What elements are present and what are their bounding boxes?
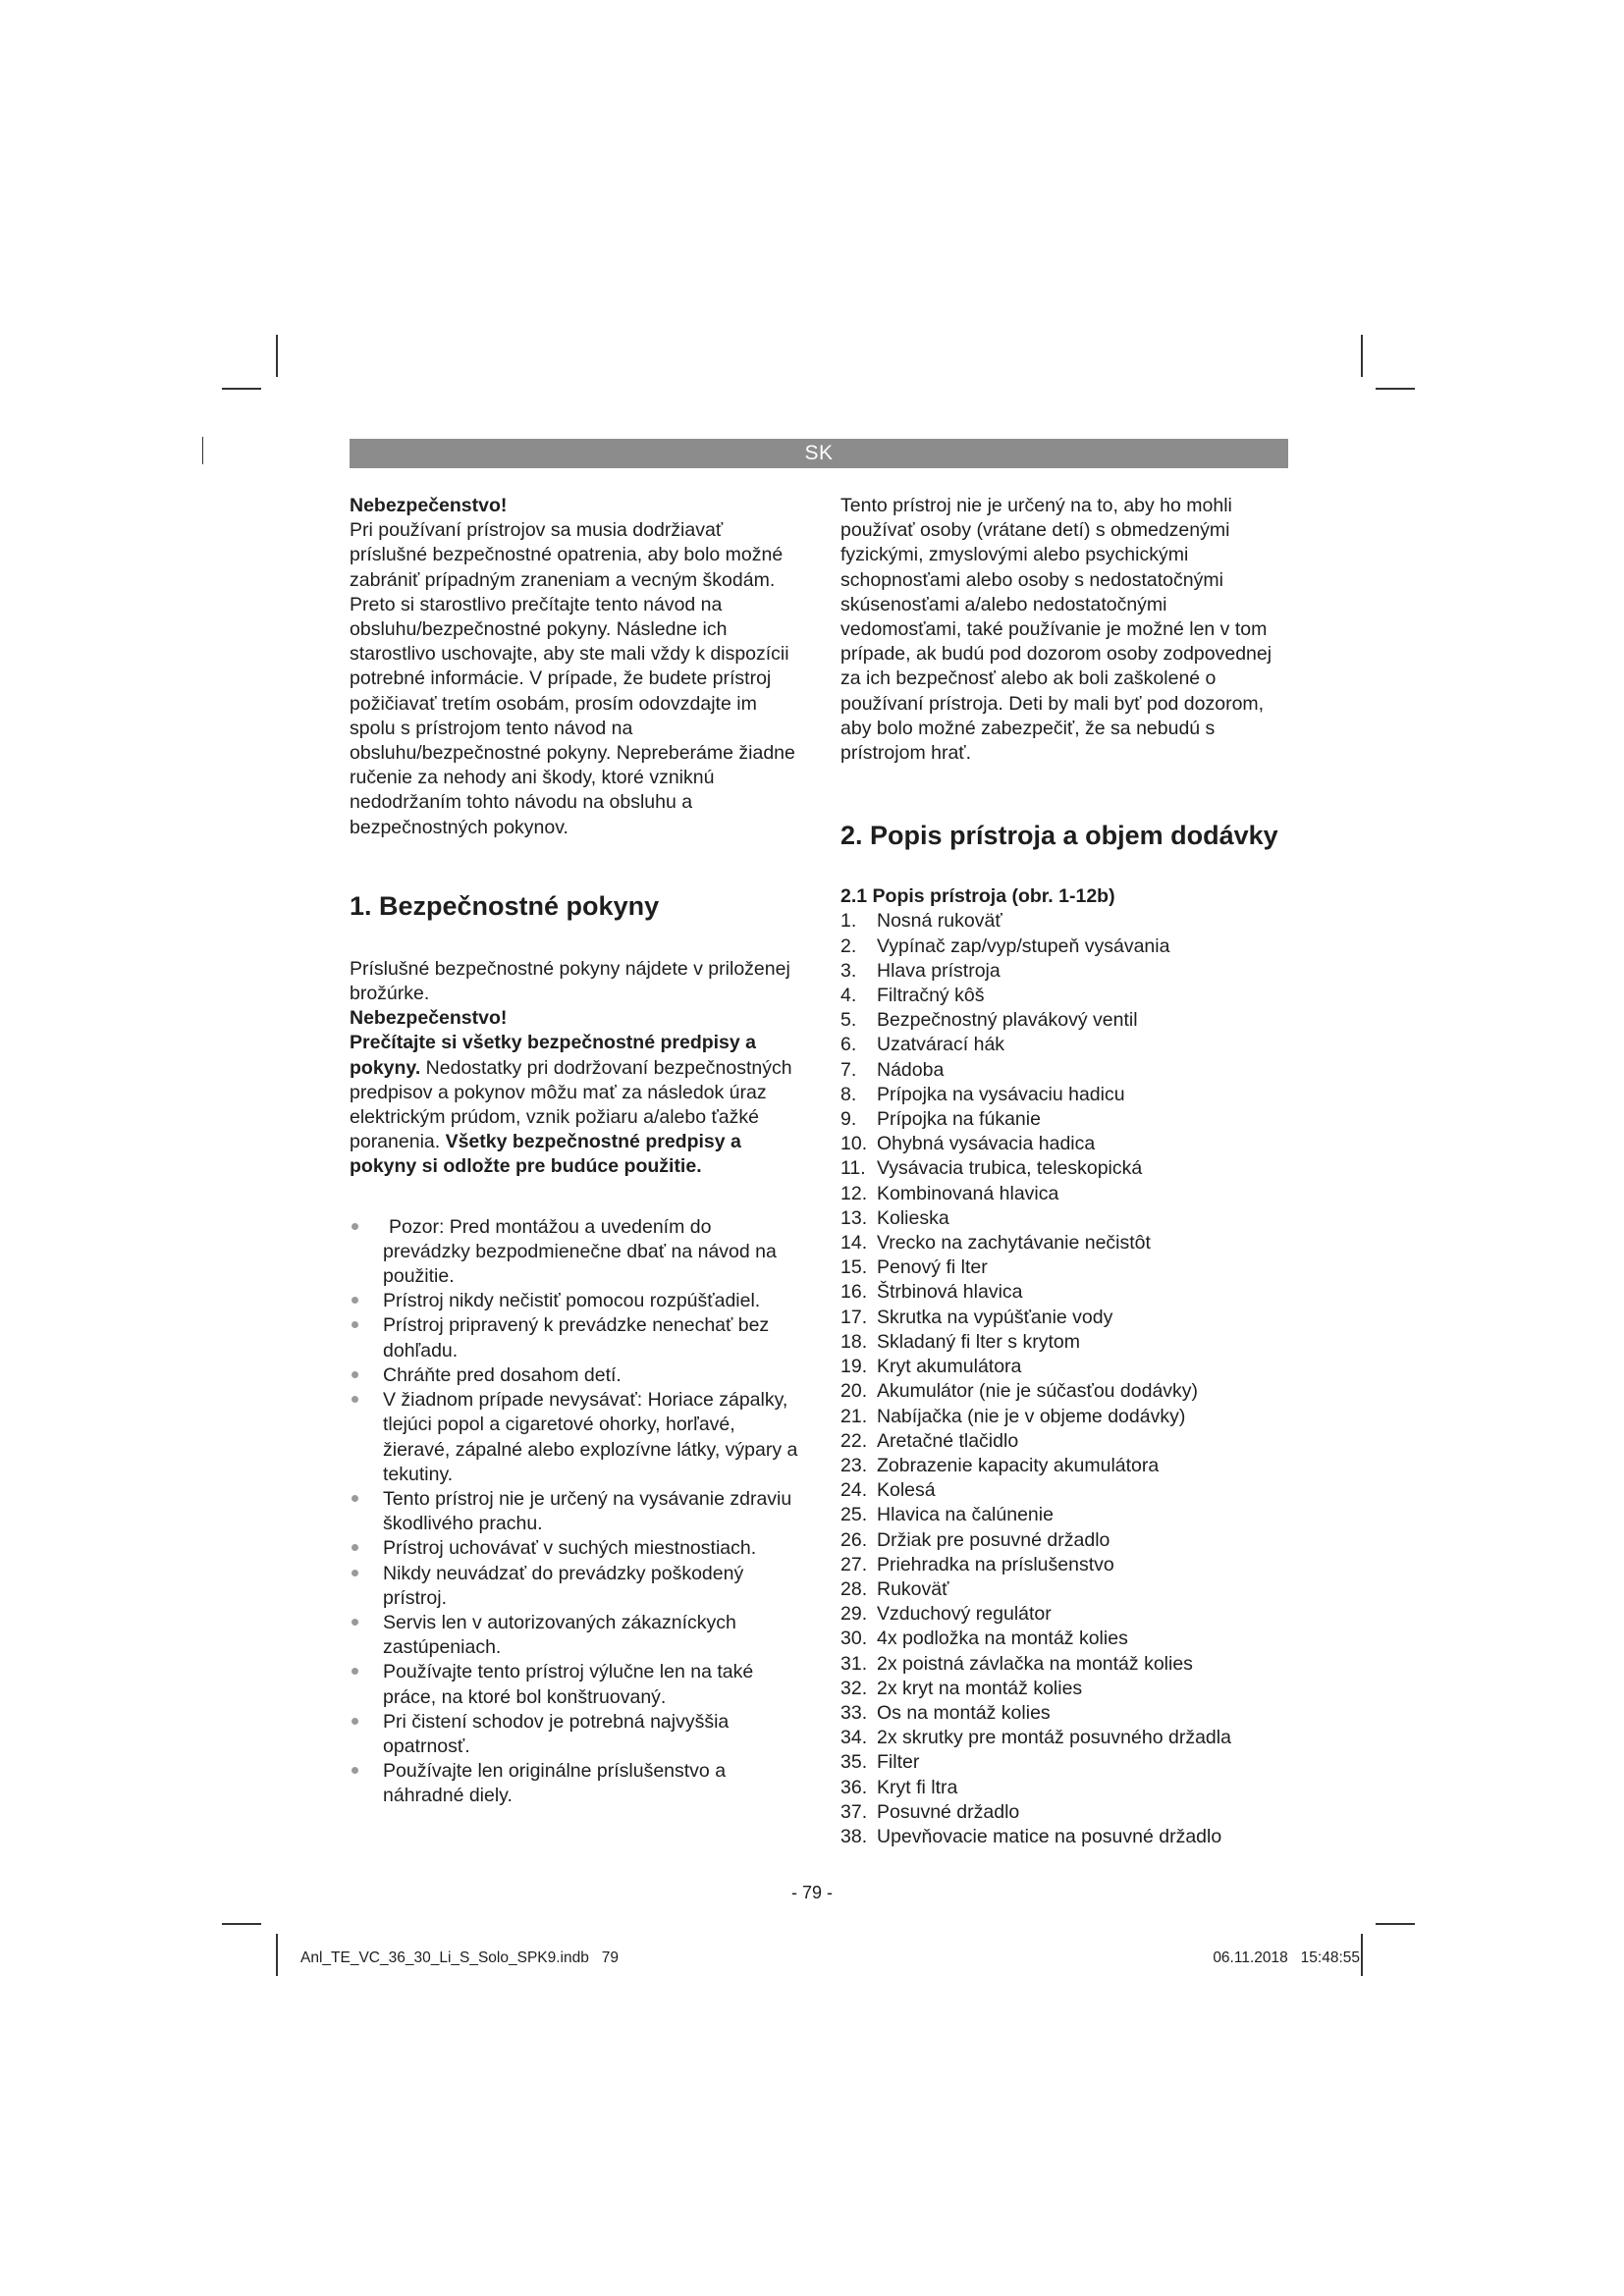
part-number: 23.	[840, 1454, 868, 1476]
part-label: Skladaný fi lter s krytom	[877, 1330, 1080, 1353]
instructions-body: Nedostatky pri dodržovaní bezpečnostných predpisov a pokynov môžu mať za následok úraz elektrickým prúdom, vznik požiaru a/alebo ťažké poranenia.	[350, 1056, 792, 1153]
list-item	[840, 1726, 1288, 1750]
part-label: Filtračný kôš	[877, 985, 985, 1007]
part-label: Vypínač zap/vyp/stupeň vysávania	[877, 934, 1170, 957]
part-number: 31.	[840, 1652, 868, 1675]
crop-mark	[276, 1934, 278, 1976]
left-column	[350, 494, 801, 1809]
list-item	[840, 1405, 1288, 1429]
list-item	[840, 1306, 1288, 1330]
list-item	[350, 1487, 801, 1536]
list-item	[840, 1528, 1288, 1553]
part-label: Hlavica na čalúnenie	[877, 1504, 1054, 1526]
list-item	[840, 984, 1288, 1008]
list-item	[840, 1033, 1288, 1057]
part-label: 2x poistná závlačka na montáž kolies	[877, 1652, 1193, 1675]
bullet-icon	[352, 1767, 358, 1774]
part-number: 18.	[840, 1330, 868, 1353]
part-number: 3.	[840, 959, 857, 982]
part-label: Skrutka na vypúšťanie vody	[877, 1306, 1113, 1328]
list-item-text: Používajte len originálne príslušenstvo a náhradné diely.	[383, 1760, 727, 1807]
list-item-text: Chráňte pred dosahom detí.	[383, 1363, 622, 1386]
bullet-icon	[352, 1619, 358, 1626]
part-number: 6.	[840, 1034, 857, 1056]
part-label: Držiak pre posuvné držadlo	[877, 1528, 1110, 1551]
crop-mark	[1361, 335, 1363, 377]
list-item	[840, 1107, 1288, 1132]
language-header-bar	[350, 439, 1288, 468]
part-label: Vzduchový regulátor	[877, 1603, 1052, 1626]
list-item-text: Prístroj uchovávať v suchých miestnostiach.	[383, 1537, 757, 1560]
subsection-heading: 2.1 Popis prístroja (obr. 1-12b)	[840, 885, 1115, 908]
part-label: 2x skrutky pre montáž posuvného držadla	[877, 1727, 1231, 1749]
list-item	[840, 1677, 1288, 1701]
part-number: 28.	[840, 1577, 868, 1600]
part-label: Rukoväť	[877, 1577, 949, 1600]
list-item	[840, 1800, 1288, 1825]
part-label: Os na montáž kolies	[877, 1701, 1051, 1724]
instructions-bold-lead: Prečítajte si všetky bezpečnostné predpisy a pokyny.	[350, 1032, 757, 1079]
part-label: Nosná rukoväť	[877, 910, 1002, 933]
file-name: Anl_TE_VC_36_30_Li_S_Solo_SPK9.indb 79	[300, 1949, 620, 1966]
part-number: 27.	[840, 1553, 868, 1575]
list-item-text: Pozor: Pred montážou a uvedením do prevádzky bezpodmienečne dbať na návod na použitie.	[383, 1215, 777, 1288]
part-label: Kolieska	[877, 1206, 949, 1229]
part-number: 1.	[840, 910, 857, 933]
intro-paragraph: Tento prístroj nie je určený na to, aby ho mohli používať osoby (vrátane detí) s obmedzenými fyzickými, zmyslovými alebo psychickými schopnosťami alebo osoby s nedostatočnými skúsenosťami a/alebo nedostatočnými vedomosťami, také používanie je možné len v tom prípade, ak budú pod dozorom osoby zodpovednej za ich bezpečnosť alebo ak boli zaškolené o používaní prístroja. Deti by mali byť pod dozorom, aby bolo možné zabezpečiť, že sa nebudú s prístrojom hrať.	[840, 495, 1272, 765]
part-label: Priehradka na príslušenstvo	[877, 1553, 1114, 1575]
list-item	[840, 1825, 1288, 1849]
part-label: Zobrazenie kapacity akumulátora	[877, 1454, 1160, 1476]
bullet-icon	[352, 1321, 358, 1328]
list-item-text: Prístroj nikdy nečistiť pomocou rozpúšťadiel.	[383, 1290, 761, 1312]
list-item	[840, 1429, 1288, 1454]
list-item	[840, 1058, 1288, 1083]
part-number: 34.	[840, 1727, 868, 1749]
list-item	[840, 1602, 1288, 1627]
list-item	[350, 1562, 801, 1611]
section-1-instructions	[350, 1031, 801, 1179]
part-number: 15.	[840, 1256, 868, 1279]
part-number: 22.	[840, 1429, 868, 1452]
list-item	[840, 934, 1288, 959]
crop-mark	[1376, 388, 1415, 390]
section-2-heading: 2. Popis prístroja a objem dodávky	[840, 821, 1278, 851]
print-timestamp: 06.11.2018 15:48:55	[1213, 1949, 1360, 1966]
list-item	[840, 1750, 1288, 1775]
crop-mark	[1361, 1934, 1363, 1976]
list-item-text: V žiadnom prípade nevysávať: Horiace zápalky, tlejúci popol a cigaretové ohorky, horľavé, žieravé, zápalné alebo explozívne látky, výpary a tekutiny.	[383, 1389, 798, 1485]
part-label: 4x podložka na montáž kolies	[877, 1628, 1128, 1650]
part-number: 5.	[840, 1009, 857, 1032]
list-item	[840, 1355, 1288, 1379]
bullet-icon	[352, 1718, 358, 1725]
list-item-text: Nikdy neuvádzať do prevádzky poškodený prístroj.	[383, 1562, 744, 1609]
list-item	[840, 1553, 1288, 1577]
list-item	[840, 1182, 1288, 1206]
list-item	[350, 1710, 801, 1759]
part-number: 29.	[840, 1603, 868, 1626]
part-label: Kryt akumulátora	[877, 1356, 1022, 1378]
instructions-bold-tail: Všetky bezpečnostné predpisy a pokyny si odložte pre budúce použitie.	[350, 1131, 741, 1178]
part-number: 14.	[840, 1232, 868, 1255]
list-item	[840, 1206, 1288, 1231]
part-label: Kryt fi ltra	[877, 1776, 958, 1798]
list-item	[840, 1503, 1288, 1527]
part-number: 36.	[840, 1776, 868, 1798]
part-label: Posuvné držadlo	[877, 1800, 1020, 1823]
part-label: Penový fi lter	[877, 1256, 988, 1279]
part-number: 26.	[840, 1528, 868, 1551]
list-item-text: Servis len v autorizovaných zákazníckych zastúpeniach.	[383, 1611, 736, 1659]
part-number: 4.	[840, 985, 857, 1007]
list-item	[840, 1156, 1288, 1181]
bullet-icon	[352, 1570, 358, 1576]
bullet-icon	[352, 1668, 358, 1675]
list-item	[840, 1627, 1288, 1651]
list-item	[840, 1701, 1288, 1726]
part-number: 7.	[840, 1058, 857, 1081]
part-number: 8.	[840, 1083, 857, 1105]
list-item-text: Tento prístroj nie je určený na vysávanie zdraviu škodlivého prachu.	[383, 1487, 792, 1535]
parts-list	[840, 909, 1288, 1849]
part-number: 12.	[840, 1182, 868, 1204]
list-item	[840, 1577, 1288, 1602]
part-number: 16.	[840, 1281, 868, 1304]
part-number: 33.	[840, 1701, 868, 1724]
crop-mark	[222, 1923, 261, 1925]
part-number: 19.	[840, 1356, 868, 1378]
warning-title: Nebezpečenstvo!	[350, 495, 508, 516]
part-label: Uzatvárací hák	[877, 1034, 1005, 1056]
list-item	[840, 959, 1288, 984]
bullet-icon	[352, 1297, 358, 1304]
part-number: 32.	[840, 1677, 868, 1699]
list-item	[840, 1330, 1288, 1355]
list-item	[840, 1379, 1288, 1404]
part-number: 20.	[840, 1380, 868, 1403]
bullet-icon	[352, 1223, 358, 1230]
part-label: Bezpečnostný plavákový ventil	[877, 1009, 1138, 1032]
part-label: Nabíjačka (nie je v objeme dodávky)	[877, 1405, 1186, 1427]
list-item	[840, 909, 1288, 934]
part-number: 21.	[840, 1405, 868, 1427]
part-label: Aretačné tlačidlo	[877, 1429, 1019, 1452]
part-number: 17.	[840, 1306, 868, 1328]
list-item	[350, 1759, 801, 1808]
part-label: Hlava prístroja	[877, 959, 1001, 982]
section-1-warning-title: Nebezpečenstvo!	[350, 1007, 508, 1030]
part-number: 30.	[840, 1628, 868, 1650]
part-number: 35.	[840, 1751, 868, 1774]
bullet-icon	[352, 1544, 358, 1551]
part-number: 11.	[840, 1157, 866, 1180]
part-number: 38.	[840, 1825, 868, 1847]
list-item	[350, 1660, 801, 1709]
part-label: Ohybná vysávacia hadica	[877, 1133, 1096, 1155]
part-label: Štrbinová hlavica	[877, 1281, 1023, 1304]
list-item	[840, 1008, 1288, 1033]
part-number: 24.	[840, 1479, 868, 1502]
list-item	[840, 1280, 1288, 1305]
list-item	[840, 1652, 1288, 1677]
list-item	[350, 1536, 801, 1561]
part-label: Upevňovacie matice na posuvné držadlo	[877, 1825, 1222, 1847]
list-item-text: Pri čistení schodov je potrebná najvyššia opatrnosť.	[383, 1710, 730, 1757]
list-item	[840, 1776, 1288, 1800]
section-1-heading: 1. Bezpečnostné pokyny	[350, 890, 660, 921]
warning-paragraph: Pri používaní prístrojov sa musia dodržiavať príslušné bezpečnostné opatrenia, aby bolo možné zabrániť prípadným zraneniam a vecným škodám. Preto si starostlivo prečítajte tento návod na obsluhu/bezpečnostné pokyny. Následne ich starostlivo uschovajte, aby ste mali vždy k dispozícii potrebné informácie. V prípade, že budete prístroj požičiavať tretím osobám, prosím odovzdajte im spolu s prístrojom tento návod na obsluhu/bezpečnostné pokyny. Nepreberáme žiadne ručenie za nehody ani škody, ktoré vzniknú nedodržaním tohto návodu na obsluhu a bezpečnostných pokynov.	[350, 519, 795, 838]
list-item-text: Používajte tento prístroj výlučne len na také práce, na ktoré bol konštruovaný.	[383, 1661, 754, 1708]
crop-mark	[1376, 1923, 1415, 1925]
part-label: Akumulátor (nie je súčasťou dodávky)	[877, 1380, 1199, 1403]
part-label: Kolesá	[877, 1479, 936, 1502]
list-item	[350, 1611, 801, 1660]
list-item	[840, 1478, 1288, 1503]
list-item	[840, 1255, 1288, 1280]
list-item-text: Prístroj pripravený k prevádzke nenechať bez dohľadu.	[383, 1314, 770, 1362]
part-number: 13.	[840, 1206, 868, 1229]
part-label: 2x kryt na montáž kolies	[877, 1677, 1083, 1699]
list-item	[840, 1083, 1288, 1107]
crop-mark	[202, 437, 203, 464]
part-label: Prípojka na fúkanie	[877, 1108, 1041, 1131]
list-item	[350, 1363, 801, 1388]
right-column	[840, 494, 1288, 1849]
part-number: 9.	[840, 1108, 857, 1131]
part-label: Kombinovaná hlavica	[877, 1182, 1059, 1204]
crop-mark	[276, 335, 278, 377]
page-number: - 79 -	[790, 1883, 833, 1902]
part-label: Vrecko na zachytávanie nečistôt	[877, 1232, 1151, 1255]
list-item	[840, 1454, 1288, 1478]
section-1-intro: Príslušné bezpečnostné pokyny nájdete v priloženej brožúrke.	[350, 957, 790, 1005]
part-number: 37.	[840, 1800, 868, 1823]
list-item	[840, 1231, 1288, 1255]
part-number: 25.	[840, 1504, 868, 1526]
bullet-icon	[352, 1495, 358, 1502]
part-label: Filter	[877, 1751, 920, 1774]
list-item	[350, 1388, 801, 1487]
part-label: Vysávacia trubica, teleskopická	[877, 1157, 1143, 1180]
part-number: 10.	[840, 1133, 868, 1155]
part-number: 2.	[840, 934, 857, 957]
bullet-icon	[352, 1396, 358, 1403]
list-item	[350, 1215, 801, 1290]
part-label: Nádoba	[877, 1058, 945, 1081]
part-label: Prípojka na vysávaciu hadicu	[877, 1083, 1125, 1105]
language-code: SK	[804, 442, 834, 464]
crop-mark	[222, 388, 261, 390]
list-item	[350, 1313, 801, 1362]
list-item	[840, 1132, 1288, 1156]
safety-bullet-list	[350, 1215, 801, 1809]
bullet-icon	[352, 1371, 358, 1378]
list-item	[350, 1289, 801, 1313]
